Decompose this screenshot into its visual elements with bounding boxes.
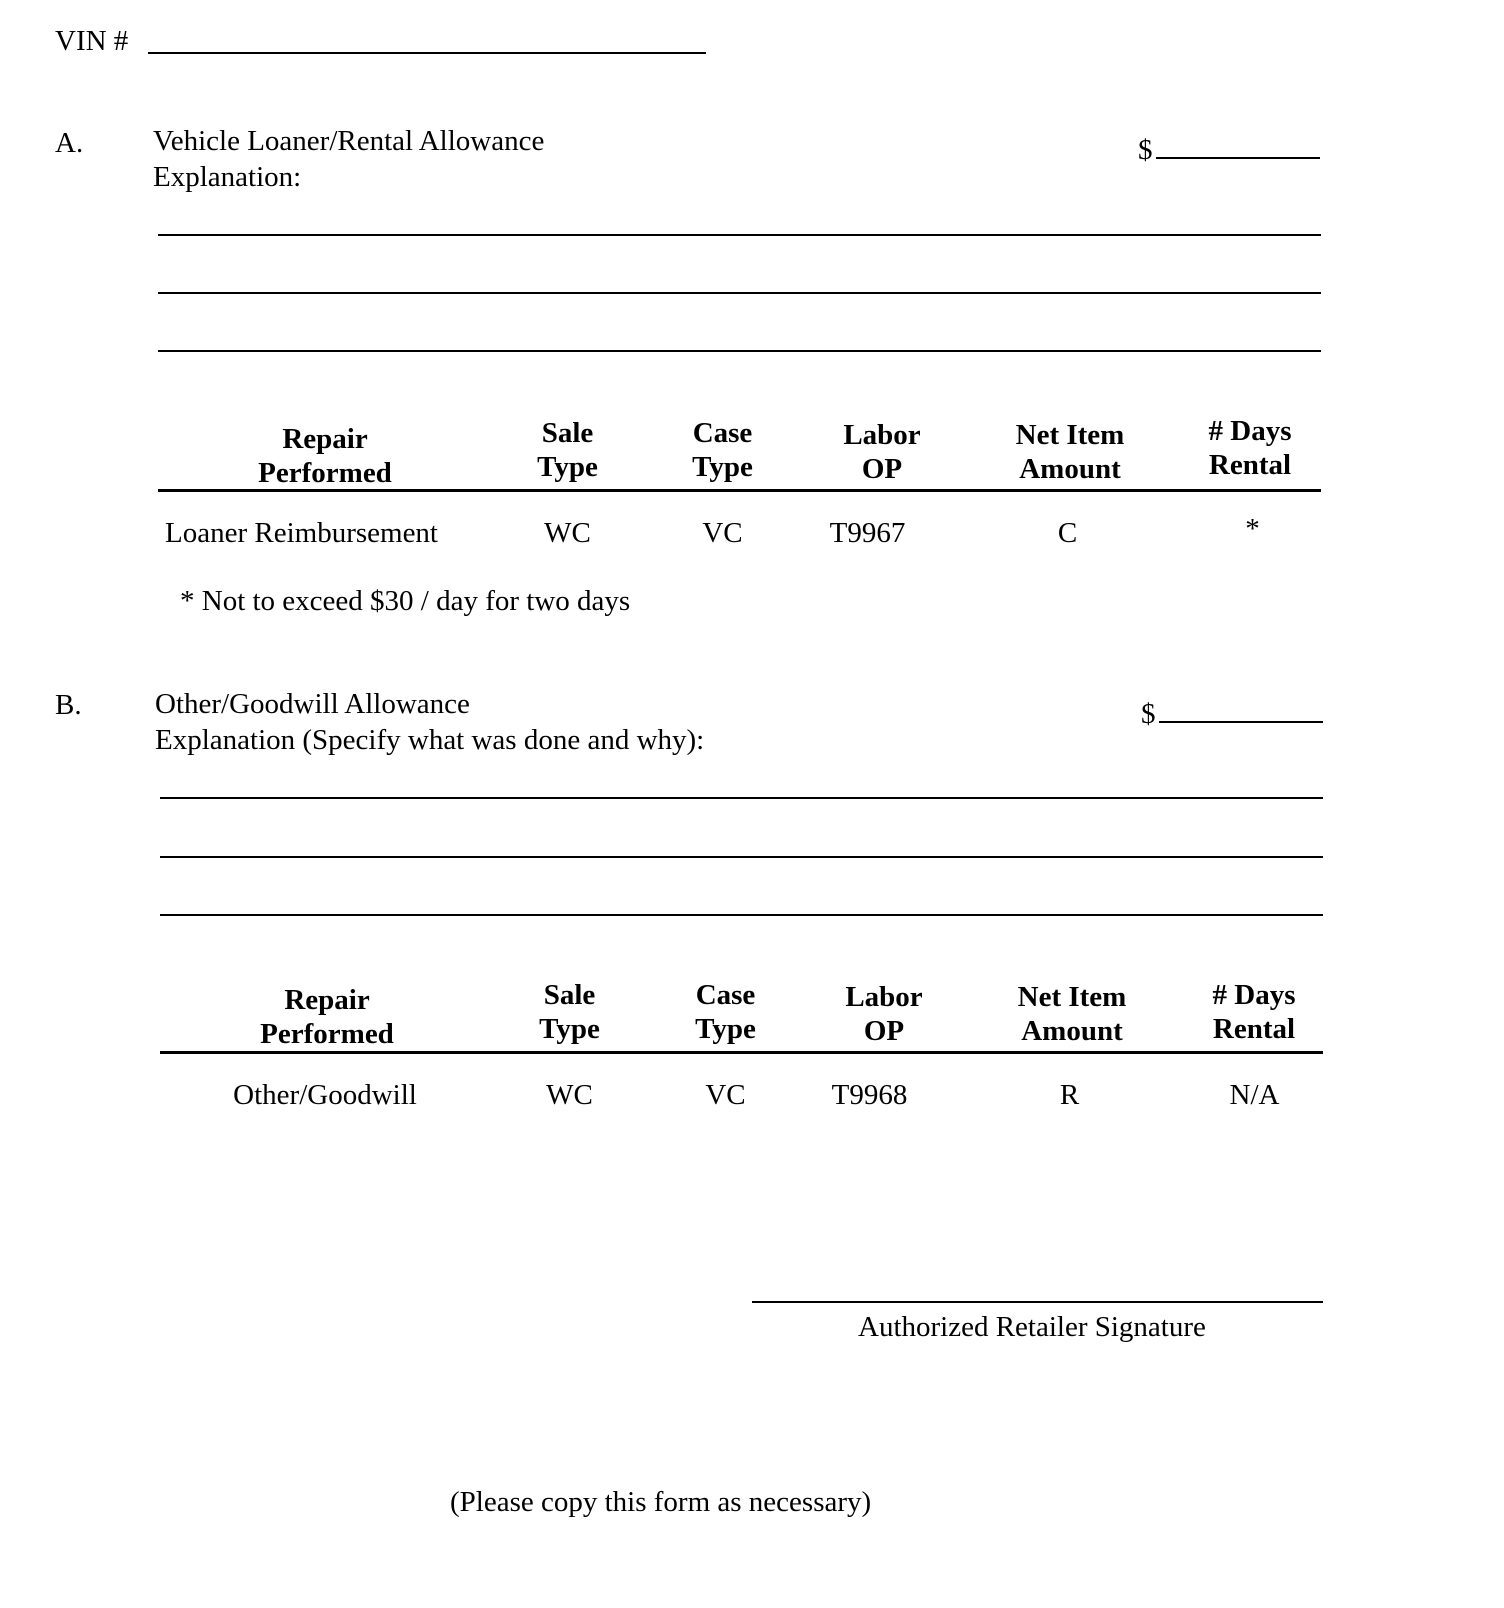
section-a-row-days-rental: *	[1245, 513, 1260, 545]
section-b-explanation-line-3[interactable]	[160, 914, 1323, 916]
section-a-amount-line[interactable]	[1156, 157, 1320, 159]
signature-label: Authorized Retailer Signature	[858, 1311, 1206, 1343]
section-b-explanation-label: Explanation (Specify what was done and why):	[155, 724, 705, 756]
section-b-explanation-line-2[interactable]	[160, 856, 1323, 858]
section-b-explanation-line-1[interactable]	[160, 797, 1323, 799]
vin-label: VIN #	[55, 25, 129, 57]
section-b-row-repair: Other/Goodwill	[233, 1079, 417, 1111]
section-b-row-days-rental: N/A	[1229, 1079, 1280, 1111]
section-b-header-net-item-amount: Net Item Amount	[1017, 981, 1127, 1048]
section-a-header-case-type: Case Type	[692, 417, 753, 484]
section-b-table-header-rule	[160, 1051, 1323, 1054]
section-a-row-labor-op: T9967	[829, 517, 906, 549]
section-a-row-repair: Loaner Reimbursement	[165, 517, 438, 549]
signature-line[interactable]	[752, 1301, 1323, 1303]
section-b-title: Other/Goodwill Allowance	[155, 688, 470, 720]
section-a-explanation-line-2[interactable]	[158, 292, 1321, 294]
section-a-header-net-item-amount: Net Item Amount	[1015, 419, 1125, 486]
section-b-dollar-sign: $	[1141, 698, 1156, 730]
section-a-explanation-line-3[interactable]	[158, 350, 1321, 352]
section-a-header-labor-op: Labor OP	[843, 419, 921, 486]
vin-input-line[interactable]	[148, 52, 706, 54]
section-a-footnote: * Not to exceed $30 / day for two days	[180, 585, 631, 617]
section-b-header-repair-performed: Repair Performed	[260, 984, 394, 1051]
section-a-row-case-type: VC	[702, 517, 743, 549]
section-b-header-days-rental: # Days Rental	[1212, 979, 1296, 1046]
section-b-row-sale-type: WC	[546, 1079, 593, 1111]
section-a-header-repair-performed: Repair Performed	[258, 423, 392, 490]
section-a-explanation-label: Explanation:	[153, 161, 302, 193]
section-b-row-case-type: VC	[705, 1079, 746, 1111]
section-b-row-labor-op: T9968	[831, 1079, 908, 1111]
section-a-title: Vehicle Loaner/Rental Allowance	[153, 125, 545, 157]
footer-note: (Please copy this form as necessary)	[450, 1486, 872, 1518]
section-a-header-sale-type: Sale Type	[537, 417, 598, 484]
section-b-letter: B.	[55, 689, 82, 721]
section-a-letter: A.	[55, 127, 84, 159]
section-b-header-sale-type: Sale Type	[539, 979, 600, 1046]
section-a-header-days-rental: # Days Rental	[1208, 415, 1292, 482]
section-b-header-labor-op: Labor OP	[845, 981, 923, 1048]
section-b-header-case-type: Case Type	[695, 979, 756, 1046]
section-a-table-header-rule	[158, 489, 1321, 492]
section-a-row-sale-type: WC	[544, 517, 591, 549]
section-a-dollar-sign: $	[1138, 134, 1153, 166]
section-a-explanation-line-1[interactable]	[158, 234, 1321, 236]
section-b-amount-line[interactable]	[1159, 721, 1323, 723]
section-b-row-net-item: R	[1059, 1079, 1080, 1111]
section-a-row-net-item: C	[1057, 517, 1078, 549]
